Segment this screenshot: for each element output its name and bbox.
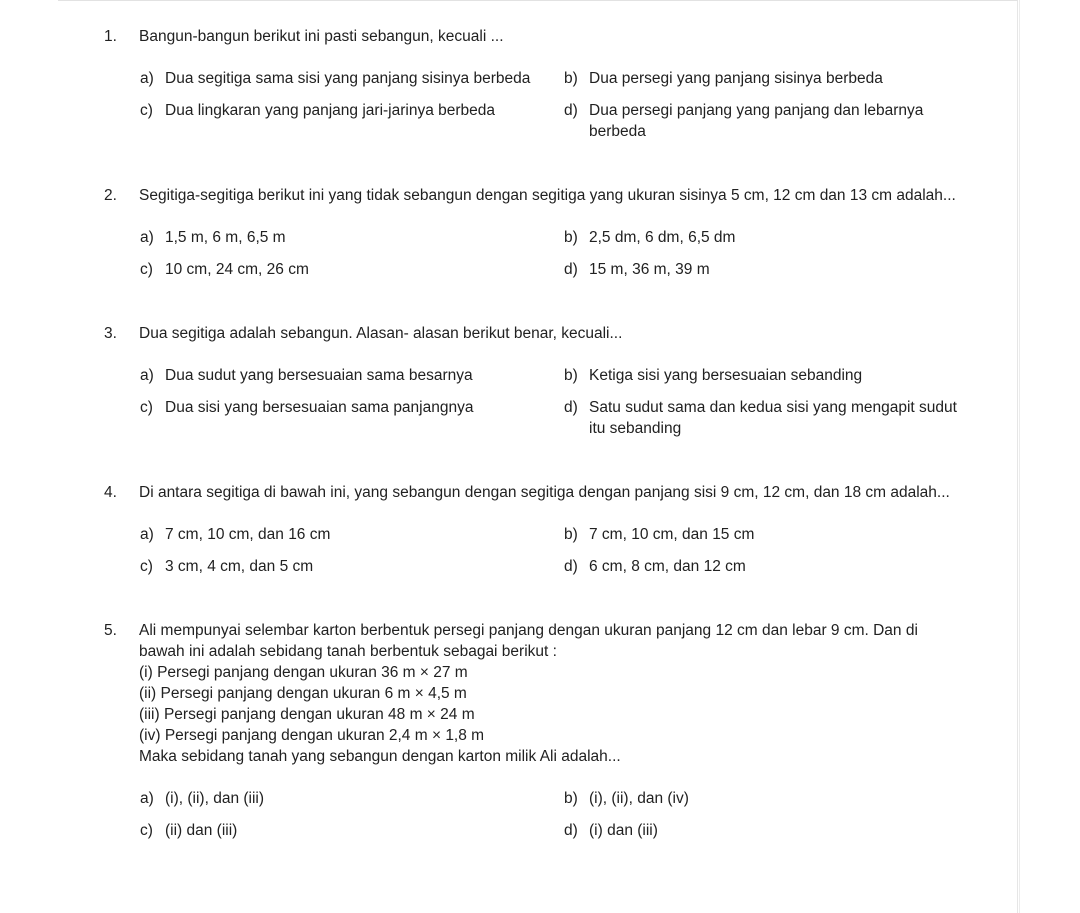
option-text: (i) dan (iii): [589, 822, 658, 839]
question-5: [104, 620, 974, 767]
option-letter: a): [140, 367, 154, 384]
option-letter: b): [564, 526, 578, 543]
option-letter: c): [140, 102, 153, 119]
option-letter: c): [140, 558, 153, 575]
question-4: [104, 482, 974, 503]
option-text: Dua segitiga sama sisi yang panjang sisinya berbeda: [165, 70, 531, 87]
page-edge-divider: [1019, 0, 1020, 913]
option-text: 6 cm, 8 cm, dan 12 cm: [589, 558, 746, 575]
option-4d[interactable]: [564, 556, 974, 577]
question-number: 2.: [104, 187, 117, 204]
option-letter: d): [564, 261, 578, 278]
question-text: [139, 620, 974, 767]
option-text: Dua sudut yang bersesuaian sama besarnya: [165, 367, 473, 384]
option-text: (ii) dan (iii): [165, 822, 238, 839]
option-text: Ketiga sisi yang bersesuaian sebanding: [589, 367, 863, 384]
question-number: 1.: [104, 28, 117, 45]
question-number: 4.: [104, 484, 117, 501]
option-text: 10 cm, 24 cm, 26 cm: [165, 261, 309, 278]
question-line: bawah ini adalah sebidang tanah berbentuk sebagai berikut :: [139, 643, 557, 660]
option-1c[interactable]: [140, 100, 540, 121]
question-line: (ii) Persegi panjang dengan ukuran 6 m × 4,5 m: [139, 685, 467, 702]
option-letter: a): [140, 229, 154, 246]
question-line: (iii) Persegi panjang dengan ukuran 48 m × 24 m: [139, 706, 475, 723]
option-4c[interactable]: [140, 556, 540, 577]
option-2b[interactable]: [564, 227, 974, 248]
option-text: 2,5 dm, 6 dm, 6,5 dm: [589, 229, 736, 246]
option-text: 3 cm, 4 cm, dan 5 cm: [165, 558, 314, 575]
option-2c[interactable]: [140, 259, 540, 280]
option-3d[interactable]: [564, 397, 974, 439]
option-5a[interactable]: [140, 788, 540, 809]
option-letter: d): [564, 558, 578, 575]
option-3b[interactable]: [564, 365, 974, 386]
option-letter: b): [564, 367, 578, 384]
option-4b[interactable]: [564, 524, 974, 545]
option-letter: a): [140, 526, 154, 543]
option-text: 1,5 m, 6 m, 6,5 m: [165, 229, 286, 246]
option-5c[interactable]: [140, 820, 540, 841]
question-line: (i) Persegi panjang dengan ukuran 36 m × 27 m: [139, 664, 468, 681]
option-letter: b): [564, 790, 578, 807]
option-1d[interactable]: [564, 100, 934, 142]
option-3c[interactable]: [140, 397, 540, 418]
option-letter: b): [564, 229, 578, 246]
question-number: 3.: [104, 325, 117, 342]
option-2d[interactable]: [564, 259, 974, 280]
option-letter: a): [140, 70, 154, 87]
question-line: (iv) Persegi panjang dengan ukuran 2,4 m × 1,8 m: [139, 727, 485, 744]
option-text: (i), (ii), dan (iv): [589, 790, 689, 807]
question-line: Ali mempunyai selembar karton berbentuk persegi panjang dengan ukuran panjang 12 cm dan lebar 9 cm. Dan di: [139, 622, 918, 639]
option-letter: c): [140, 261, 153, 278]
option-letter: c): [140, 399, 153, 416]
option-letter: d): [564, 822, 578, 839]
question-text: Dua segitiga adalah sebangun. Alasan- alasan berikut benar, kecuali...: [139, 325, 623, 342]
option-letter: a): [140, 790, 154, 807]
question-3: [104, 323, 974, 344]
option-letter: b): [564, 70, 578, 87]
question-line: Maka sebidang tanah yang sebangun dengan karton milik Ali adalah...: [139, 748, 621, 765]
option-1b[interactable]: [564, 68, 974, 89]
option-4a[interactable]: [140, 524, 540, 545]
question-2: [104, 185, 974, 206]
option-1a[interactable]: [140, 68, 540, 89]
option-text: Dua persegi panjang yang panjang dan lebarnya berbeda: [589, 102, 924, 140]
option-text: (i), (ii), dan (iii): [165, 790, 265, 807]
question-text: Segitiga-segitiga berikut ini yang tidak sebangun dengan segitiga yang ukuran sisinya 5 cm, 12 cm dan 13 cm adalah...: [139, 187, 956, 204]
option-letter: c): [140, 822, 153, 839]
option-text: 7 cm, 10 cm, dan 15 cm: [589, 526, 755, 543]
option-letter: d): [564, 102, 578, 119]
question-text: Bangun-bangun berikut ini pasti sebangun, kecuali ...: [139, 28, 504, 45]
option-3a[interactable]: [140, 365, 540, 386]
option-letter: d): [564, 399, 578, 416]
option-5b[interactable]: [564, 788, 974, 809]
question-1: [104, 26, 974, 47]
option-text: Dua persegi yang panjang sisinya berbeda: [589, 70, 883, 87]
question-text: Di antara segitiga di bawah ini, yang sebangun dengan segitiga dengan panjang sisi 9 cm, 12 cm, dan 18 cm adalah...: [139, 484, 950, 501]
option-text: 7 cm, 10 cm, dan 16 cm: [165, 526, 331, 543]
option-text: Dua lingkaran yang panjang jari-jarinya berbeda: [165, 102, 496, 119]
option-text: Dua sisi yang bersesuaian sama panjangnya: [165, 399, 474, 416]
option-text: Satu sudut sama dan kedua sisi yang mengapit sudut itu sebanding: [589, 399, 957, 437]
option-2a[interactable]: [140, 227, 540, 248]
question-number: 5.: [104, 622, 117, 639]
option-5d[interactable]: [564, 820, 974, 841]
option-text: 15 m, 36 m, 39 m: [589, 261, 710, 278]
